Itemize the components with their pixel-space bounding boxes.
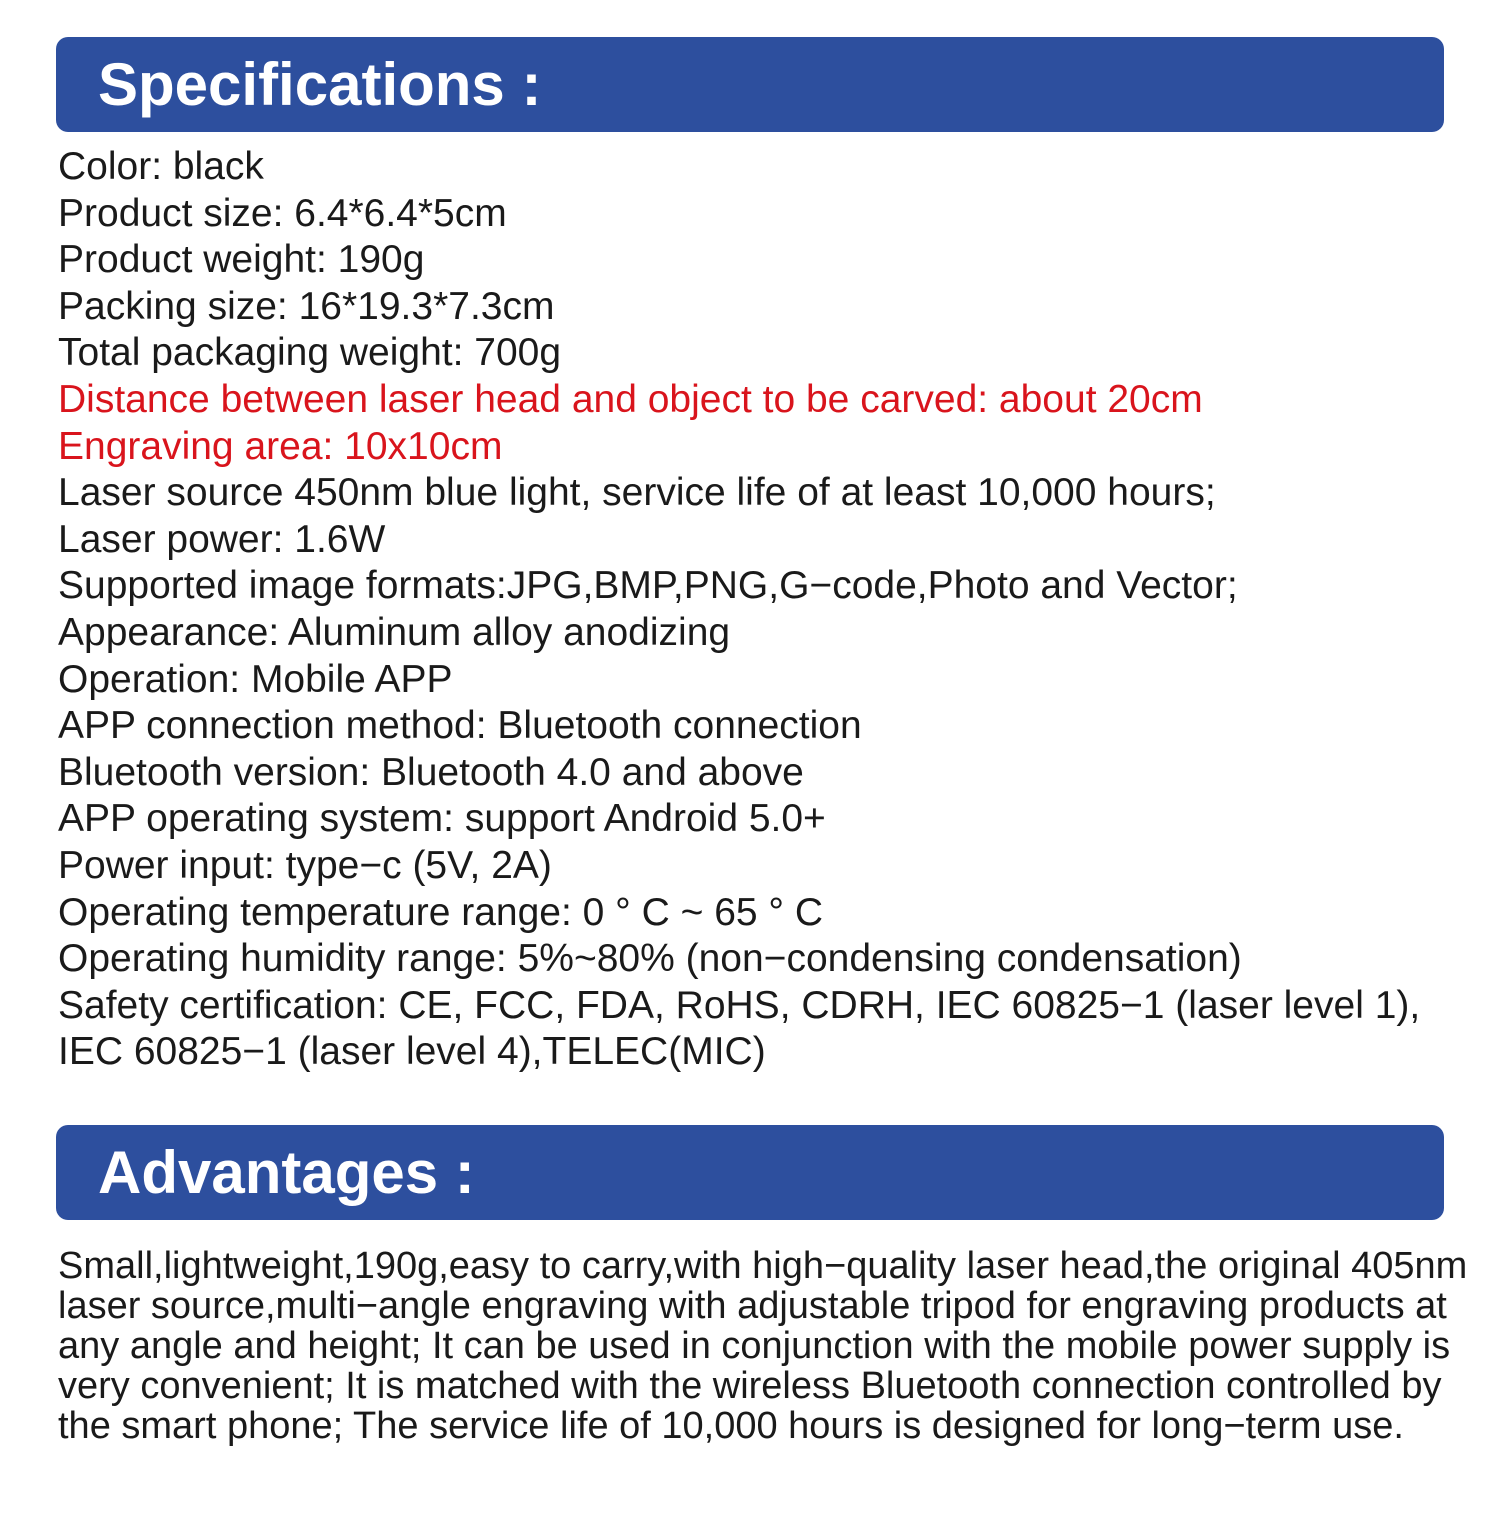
spec-line: Packing size: 16*19.3*7.3cm: [58, 284, 555, 328]
advantages-heading: Advantages :: [98, 1138, 475, 1206]
spec-line: Operating temperature range: 0 ° C ~ 65 ° C: [58, 890, 824, 934]
spec-line-highlighted: Distance between laser head and object to be carved: about 20cm: [58, 377, 1203, 421]
spec-line: APP connection method: Bluetooth connection: [58, 704, 862, 748]
spec-line: Safety certification: CE, FCC, FDA, RoHS, CDRH, IEC 60825−1 (laser level 1),: [58, 983, 1421, 1027]
spec-line: Power input: type−c (5V, 2A): [58, 843, 552, 887]
spec-line: Laser power: 1.6W: [58, 517, 386, 561]
spec-line: Laser source 450nm blue light, service life of at least 10,000 hours;: [58, 471, 1216, 515]
spec-line: Product size: 6.4*6.4*5cm: [58, 191, 507, 235]
spec-line: Appearance: Aluminum alloy anodizing: [58, 610, 731, 654]
spec-line: IEC 60825−1 (laser level 4),TELEC(MIC): [58, 1030, 766, 1074]
spec-line: APP operating system: support Android 5.0+: [58, 797, 826, 841]
advantages-paragraph: Small,lightweight,190g,easy to carry,with high−quality laser head,the original 405nm laser source,multi−angle engraving with adjustable tripod for engraving products at any angle and height; It can be used in conjunction with the mobile power supply is very convenient; It is matched with the wireless Bluetooth connection controlled by the smart phone; The service life of 10,000 hours is designed for long−term use.: [58, 1245, 1468, 1447]
advantages-banner: [56, 1125, 1444, 1220]
spec-line: Color: black: [58, 145, 264, 188]
spec-line: Operating humidity range: 5%~80% (non−condensing condensation): [58, 937, 1242, 981]
specifications-list: [58, 144, 1498, 1076]
spec-line: Bluetooth version: Bluetooth 4.0 and above: [58, 750, 804, 794]
spec-line: Supported image formats:JPG,BMP,PNG,G−code,Photo and Vector;: [58, 564, 1238, 608]
spec-line: Operation: Mobile APP: [58, 657, 453, 701]
spec-line: Total packaging weight: 700g: [58, 331, 562, 375]
specifications-banner: [56, 37, 1444, 132]
spec-line: Product weight: 190g: [58, 238, 425, 282]
spec-line-highlighted: Engraving area: 10x10cm: [58, 424, 503, 468]
specifications-heading: Specifications :: [98, 50, 542, 118]
